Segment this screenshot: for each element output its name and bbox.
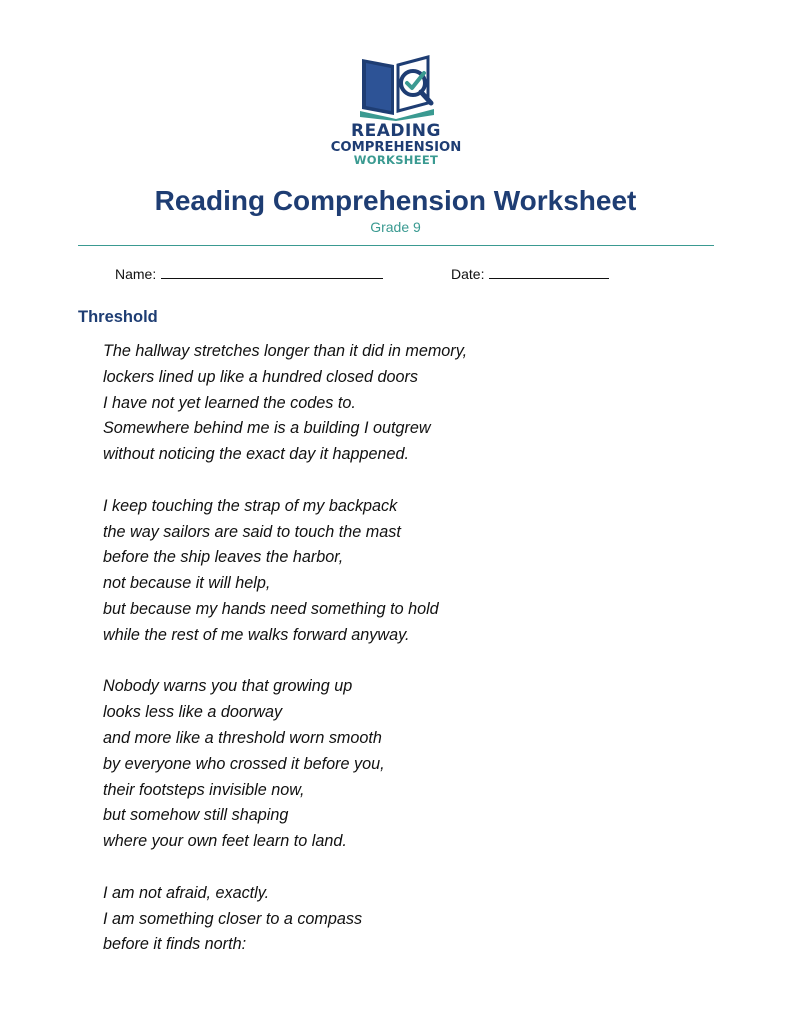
poem-line: where your own feet learn to land.: [103, 832, 347, 851]
poem-line: before the ship leaves the harbor,: [103, 548, 344, 567]
poem-line: but somehow still shaping: [103, 806, 289, 825]
poem-line: The hallway stretches longer than it did in memory,: [103, 342, 468, 360]
logo-wordmark: [318, 123, 474, 167]
name-blank-line[interactable]: [161, 264, 383, 279]
header-divider: [78, 245, 714, 246]
poem-line: Somewhere behind me is a building I outgrew: [103, 419, 431, 438]
logo-line-comprehension: COMPREHENSION: [330, 140, 462, 155]
poem-line: I keep touching the strap of my backpack: [103, 496, 398, 515]
date-field[interactable]: [451, 264, 609, 282]
poem-title: Threshold: [78, 308, 158, 326]
poem-stanza: [103, 881, 467, 958]
poem-line: I am something closer to a compass: [103, 909, 363, 928]
poem-stanza: [103, 339, 467, 468]
poem-line: and more like a threshold worn smooth: [103, 728, 382, 747]
poem-line: looks less like a doorway: [103, 703, 283, 722]
poem-line: not because it will help,: [103, 574, 271, 593]
worksheet-logo: [318, 53, 474, 177]
poem-stanza: [103, 494, 467, 649]
logo-line-reading: READING: [351, 121, 441, 141]
poem-line: before it finds north:: [103, 935, 247, 954]
grade-level: Grade 9: [370, 219, 421, 235]
poem-line: but because my hands need something to hold: [103, 599, 439, 618]
poem-line: while the rest of me walks forward anyway.: [103, 625, 410, 644]
poem-line: without noticing the exact day it happened.: [103, 445, 409, 464]
date-label: Date:: [451, 266, 485, 282]
poem-line: Nobody warns you that growing up: [103, 677, 353, 696]
date-blank-line[interactable]: [489, 264, 609, 279]
poem-line: lockers lined up like a hundred closed doors: [103, 367, 418, 386]
poem-stanza: [103, 674, 467, 855]
logo-line-worksheet: WORKSHEET: [353, 153, 439, 168]
poem-line: by everyone who crossed it before you,: [103, 754, 385, 773]
poem-line: their footsteps invisible now,: [103, 780, 305, 799]
book-magnifier-check-icon: [358, 53, 438, 121]
poem-line: the way sailors are said to touch the mast: [103, 522, 401, 541]
poem-line: I have not yet learned the codes to.: [103, 393, 356, 412]
poem-line: I am not afraid, exactly.: [103, 883, 270, 902]
name-label: Name:: [115, 266, 157, 282]
page-title: Reading Comprehension Worksheet: [154, 185, 637, 216]
poem-body: [103, 339, 467, 984]
name-field[interactable]: [115, 264, 383, 282]
